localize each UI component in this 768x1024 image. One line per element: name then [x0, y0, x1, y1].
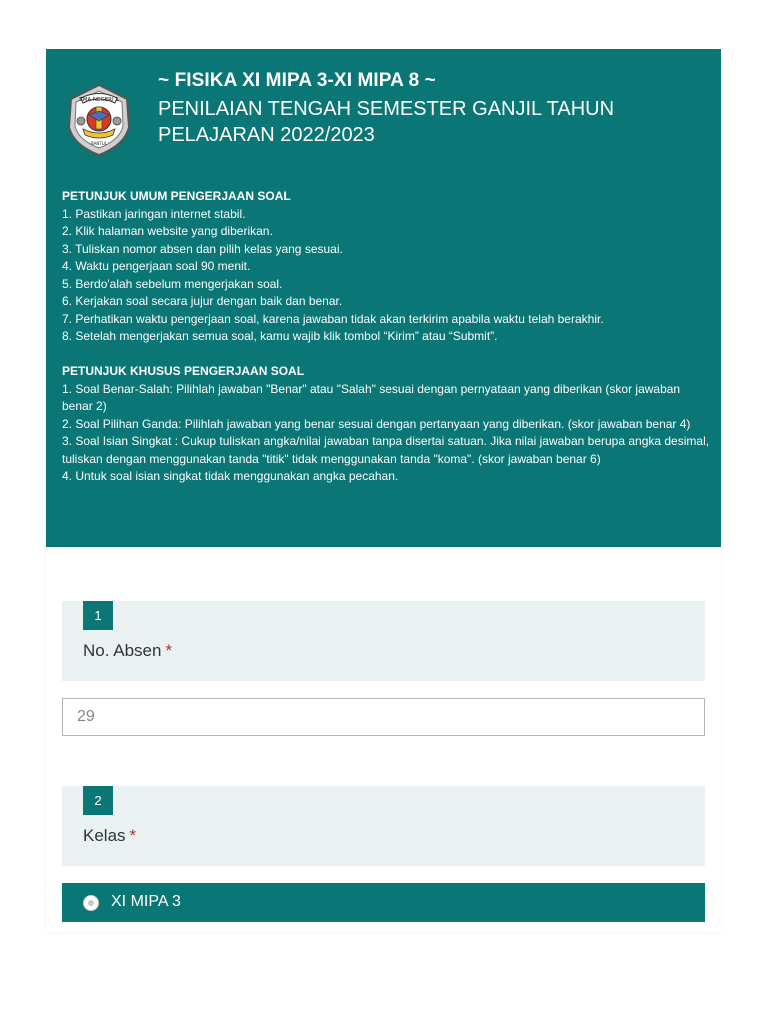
instruction-item: 8. Setelah mengerjakan semua soal, kamu wajib klik tombol “Kirim” atau “Submit”.	[62, 329, 498, 343]
instruction-item: 3. Soal Isian Singkat : Cukup tuliskan angka/nilai jawaban tanpa disertai satuan. Jika nilai jawaban berupa angka desimal, tuliskan dengan menggunakan tanda "titik" tidak menggunakan tanda "koma". (skor jawaban benar 6)	[62, 434, 710, 466]
required-marker: *	[165, 641, 173, 660]
radio-option-label: XI MIPA 3	[111, 893, 181, 910]
instruction-spacer	[62, 346, 710, 364]
logo-top-text: SMA NEGERI 1	[79, 97, 119, 103]
question-number: 2	[83, 786, 113, 815]
radio-button-icon[interactable]	[83, 895, 99, 911]
school-logo-icon	[63, 81, 135, 157]
question-label-text: No. Absen	[83, 641, 162, 660]
question-block-kelas	[62, 786, 705, 866]
instruction-item: 1. Soal Benar-Salah: Pilihlah jawaban "Benar" atau "Salah" sesuai dengan pernyataan yang diberikan (skor jawaban benar 2)	[62, 381, 681, 413]
question-number: 1	[83, 601, 113, 630]
logo-bottom-text: BANTUL	[90, 141, 108, 146]
question-block-absen	[62, 601, 705, 681]
form-header	[46, 49, 721, 547]
question-label-kelas	[83, 826, 136, 846]
instruction-item: 7. Perhatikan waktu pengerjaan soal, karena jawaban tidak akan terkirim apabila waktu telah berakhir.	[62, 311, 604, 326]
instruction-item: 4. Untuk soal isian singkat tidak menggunakan angka pecahan.	[62, 469, 399, 483]
radio-option-xi-mipa-3[interactable]	[62, 883, 705, 922]
question-label-text: Kelas	[83, 826, 126, 845]
instruction-item: 5. Berdo'alah sebelum mengerjakan soal.	[62, 276, 283, 291]
special-instructions-heading: PETUNJUK KHUSUS PENGERJAAN SOAL	[62, 364, 305, 378]
instruction-item: 6. Kerjakan soal secara jujur dengan baik dan benar.	[62, 294, 343, 308]
instruction-item: 4. Waktu pengerjaan soal 90 menit.	[62, 259, 251, 273]
absen-input[interactable]	[62, 698, 705, 736]
instruction-item: 2. Soal Pilihan Ganda: Pilihlah jawaban yang benar sesuai dengan pertanyaan yang diberikan. (skor jawaban benar 4)	[62, 416, 691, 431]
question-label-absen	[83, 641, 172, 661]
form-subtitle: PENILAIAN TENGAH SEMESTER GANJIL TAHUN PELAJARAN 2022/2023	[158, 98, 615, 146]
instruction-item: 2. Klik halaman website yang diberikan.	[62, 224, 273, 238]
form-title: ~ FISIKA XI MIPA 3-XI MIPA 8 ~	[158, 70, 436, 91]
required-marker: *	[129, 826, 137, 845]
general-instructions-heading: PETUNJUK UMUM PENGERJAAN SOAL	[62, 189, 291, 203]
instruction-item: 1. Pastikan jaringan internet stabil.	[62, 206, 246, 221]
instruction-item: 3. Tuliskan nomor absen dan pilih kelas yang sesuai.	[62, 241, 343, 256]
instructions	[62, 188, 710, 486]
